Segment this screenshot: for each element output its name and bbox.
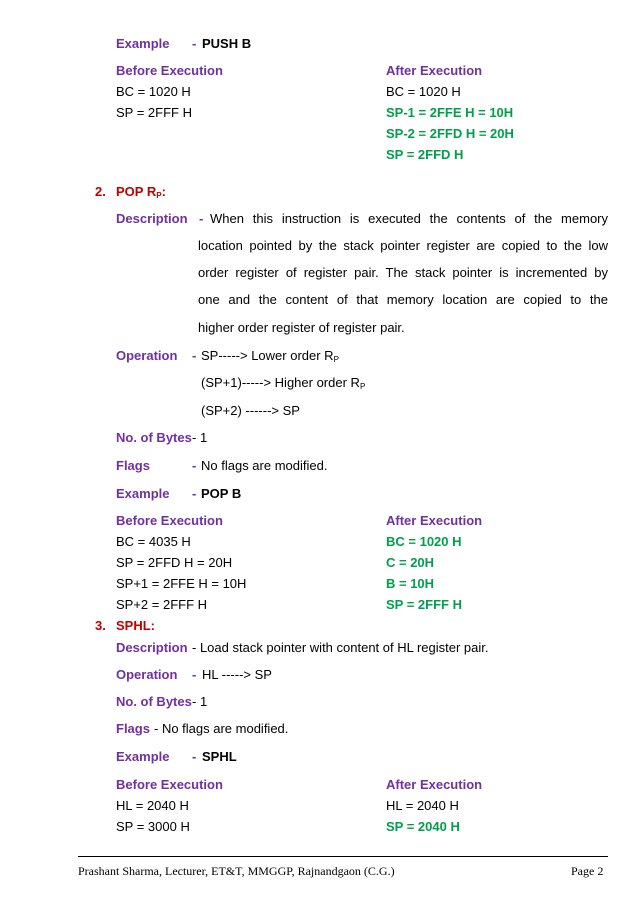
sphl-bytes-value: - 1: [192, 694, 208, 709]
sphl-before-line: HL = 2040 H: [116, 798, 189, 813]
pop-flags-dash: -: [192, 458, 197, 473]
footer-page-number: Page 2: [571, 864, 604, 878]
pop-example-label: Example: [116, 486, 170, 501]
sphl-description-label: Description: [116, 640, 188, 655]
push-after-header: After Execution: [386, 63, 483, 78]
sphl-operation-dash: -: [192, 667, 197, 682]
pop-after-line: SP = 2FFF H: [386, 597, 462, 612]
pop-operation-line: (SP+2) ------> SP: [201, 403, 300, 418]
sphl-heading-number: 3.: [95, 618, 106, 633]
pop-operation-line: SP-----> Lower order $R_P$: [201, 348, 339, 364]
pop-before-line: SP = 2FFD H = 20H: [116, 555, 233, 570]
pop-description-line: location pointed by the stack pointer register are copied to the low: [198, 238, 608, 253]
footer-rule: [78, 856, 608, 857]
push-after-highlight: SP = 2FFD H: [386, 147, 464, 162]
sphl-example-label: Example: [116, 749, 170, 764]
pop-description-line: one and the content of that memory location are copied to the: [198, 292, 608, 307]
sphl-bytes-label: No. of Bytes: [116, 694, 192, 709]
pop-description-line: higher order register of register pair.: [198, 320, 405, 335]
sphl-flags-text: - No flags are modified.: [154, 721, 289, 736]
pop-before-header: Before Execution: [116, 513, 223, 528]
sphl-after-line: HL = 2040 H: [386, 798, 459, 813]
pop-before-line: BC = 4035 H: [116, 534, 191, 549]
pop-flags-value: No flags are modified.: [201, 458, 328, 473]
sphl-before-header: Before Execution: [116, 777, 223, 792]
pop-bytes-label: No. of Bytes: [116, 430, 192, 445]
pop-example-value: POP B: [201, 486, 242, 501]
sphl-operation-label: Operation: [116, 667, 178, 682]
sphl-after-highlight: SP = 2040 H: [386, 819, 460, 834]
push-after-line: BC = 1020 H: [386, 84, 461, 99]
footer-author: Prashant Sharma, Lecturer, ET&T, MMGGP, Rajnandgaon (C.G.): [78, 864, 395, 878]
pop-heading-number: 2.: [95, 184, 106, 199]
sphl-after-header: After Execution: [386, 777, 483, 792]
sphl-description-text: - Load stack pointer with content of HL register pair.: [192, 640, 489, 655]
pop-operation-dash: -: [192, 348, 197, 363]
pop-before-line: SP+2 = 2FFF H: [116, 597, 208, 612]
pop-after-line: C = 20H: [386, 555, 435, 570]
pop-description-line: order register of register pair. The stack pointer is incremented by: [198, 265, 608, 280]
pop-description-label: Description: [116, 211, 188, 226]
sphl-example-dash: -: [192, 749, 197, 764]
pop-after-line: B = 10H: [386, 576, 435, 591]
push-after-highlight: SP-1 = 2FFE H = 10H: [386, 105, 514, 120]
sphl-before-line: SP = 3000 H: [116, 819, 190, 834]
sphl-flags-label: Flags: [116, 721, 150, 736]
pop-example-dash: -: [192, 486, 197, 501]
pop-operation-label: Operation: [116, 348, 178, 363]
sphl-example-value: SPHL: [202, 749, 237, 764]
push-example-value: PUSH B: [202, 36, 252, 51]
push-example-dash: -: [192, 36, 197, 51]
pop-after-line: BC = 1020 H: [386, 534, 462, 549]
push-before-line: SP = 2FFF H: [116, 105, 192, 120]
pop-description-line: When this instruction is executed the contents of the memory: [210, 211, 608, 226]
pop-after-header: After Execution: [386, 513, 483, 528]
push-example-label: Example: [116, 36, 170, 51]
pop-flags-label: Flags: [116, 458, 150, 473]
sphl-heading: SPHL:: [116, 618, 155, 633]
push-before-header: Before Execution: [116, 63, 223, 78]
pop-before-line: SP+1 = 2FFE H = 10H: [116, 576, 247, 591]
pop-heading: POP $R_P$:: [116, 184, 166, 200]
pop-description-dash: -: [199, 211, 204, 226]
sphl-operation-text: HL -----> SP: [202, 667, 272, 682]
pop-operation-line: (SP+1)-----> Higher order $R_P$: [201, 375, 366, 391]
pop-bytes-value: - 1: [192, 430, 208, 445]
push-after-highlight: SP-2 = 2FFD H = 20H: [386, 126, 514, 141]
push-before-line: BC = 1020 H: [116, 84, 191, 99]
